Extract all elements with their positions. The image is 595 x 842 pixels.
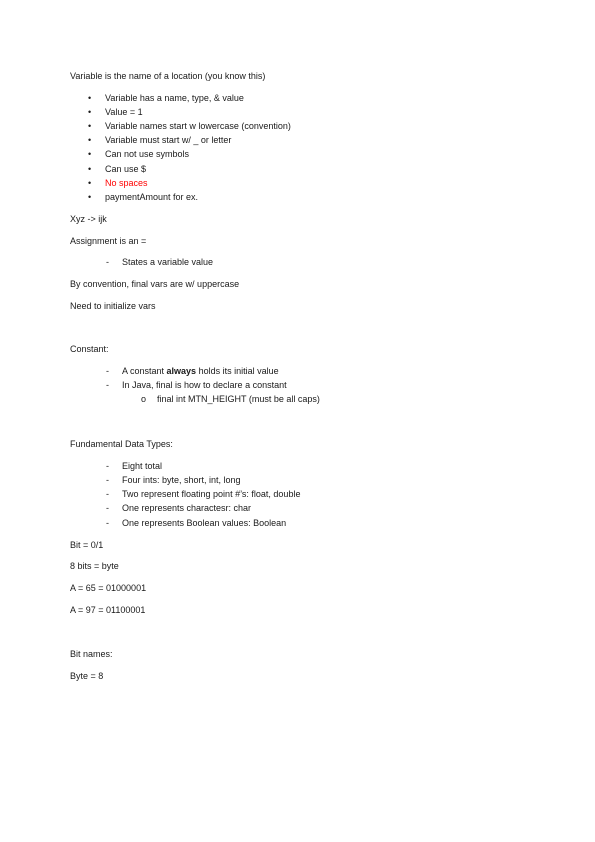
list-item: Variable names start w lowercase (convention) (105, 121, 291, 131)
list-item: Can not use symbols (105, 149, 190, 159)
bullet-glyph: • (88, 135, 92, 145)
list-item: Two represent floating point #’s: float, double (122, 489, 301, 499)
list-item: Variable must start w/ _ or letter (105, 135, 232, 145)
bullet-glyph: • (88, 107, 92, 117)
bullet-glyph: • (88, 178, 92, 188)
paragraph-initialize: Need to initialize vars (70, 301, 156, 311)
list-item: One represents Boolean values: Boolean (122, 518, 287, 528)
list-item (122, 366, 279, 377)
dash-glyph: - (106, 518, 109, 528)
list-item: One represents charactesr: char (122, 503, 252, 513)
dash-glyph: - (106, 366, 109, 376)
dash-glyph: - (106, 503, 109, 513)
paragraph-byte-8: Byte = 8 (70, 671, 104, 681)
list-item: Four ints: byte, short, int, long (122, 475, 241, 485)
paragraph-assignment: Assignment is an = (70, 236, 147, 246)
paragraph-byte: 8 bits = byte (70, 561, 119, 571)
list-item: Can use $ (105, 164, 147, 174)
heading-bit-names: Bit names: (70, 649, 113, 659)
circle-glyph: o (141, 394, 147, 404)
dash-glyph: - (106, 380, 109, 390)
bullet-glyph: • (88, 192, 92, 202)
list-item: Variable has a name, type, & value (105, 93, 244, 103)
bold-text-run: always (166, 366, 197, 376)
list-item: Eight total (122, 461, 163, 471)
list-item: States a variable value (122, 257, 214, 267)
text-run: A constant (122, 366, 167, 376)
dash-glyph: - (106, 475, 109, 485)
heading-constant: Constant: (70, 344, 109, 354)
dash-glyph: - (106, 257, 109, 267)
list-item: final int MTN_HEIGHT (must be all caps) (157, 394, 320, 404)
dash-glyph: - (106, 461, 109, 471)
heading-fundamental-data-types: Fundamental Data Types: (70, 439, 173, 449)
text-run: holds its initial value (196, 366, 279, 376)
paragraph-bit: Bit = 0/1 (70, 540, 104, 550)
bullet-glyph: • (88, 149, 92, 159)
dash-glyph: - (106, 489, 109, 499)
list-item: Value = 1 (105, 107, 143, 117)
list-item: paymentAmount for ex. (105, 192, 199, 202)
bullet-glyph: • (88, 164, 92, 174)
paragraph-a65: A = 65 = 01000001 (70, 583, 147, 593)
paragraph-a97: A = 97 = 01100001 (70, 605, 146, 615)
bullet-glyph: • (88, 93, 92, 103)
paragraph-convention: By convention, final vars are w/ uppercase (70, 279, 240, 289)
paragraph-variable-definition: Variable is the name of a location (you know this) (70, 71, 266, 81)
bullet-glyph: • (88, 121, 92, 131)
list-item-highlighted: No spaces (105, 178, 148, 188)
list-item: In Java, final is how to declare a constant (122, 380, 287, 390)
paragraph-xyz: Xyz -> ijk (70, 214, 107, 224)
